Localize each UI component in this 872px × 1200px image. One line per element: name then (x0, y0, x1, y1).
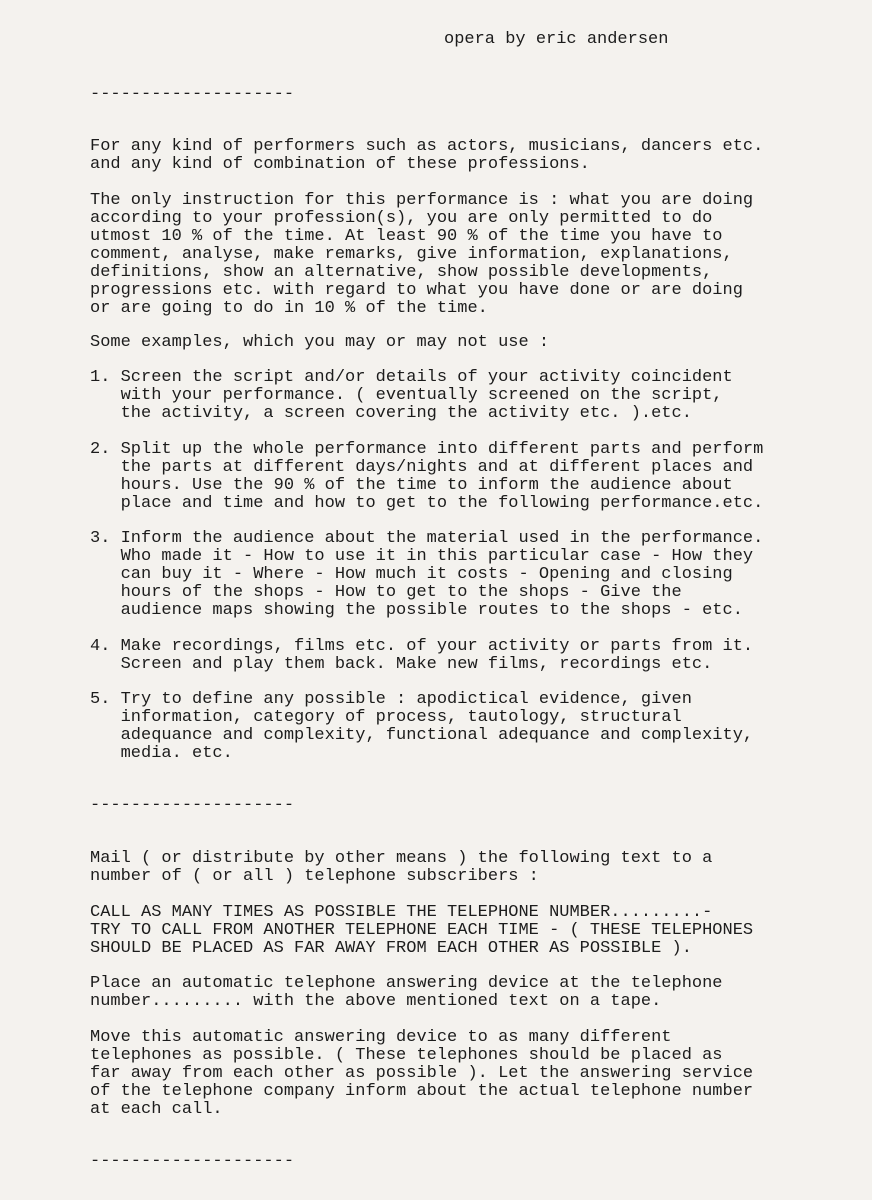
example-item-2-line: hours. Use the 90 % of the time to inform the audience about (90, 476, 733, 495)
example-item-3-line: audience maps showing the possible routes to the shops - etc. (90, 601, 743, 620)
move-line: telephones as possible. ( These telephones should be placed as (90, 1046, 723, 1065)
example-item-2-line: the parts at different days/nights and at different places and (90, 458, 754, 477)
header-title: opera by eric andersen (444, 30, 669, 49)
example-item-1-line: the activity, a screen covering the activity etc. ).etc. (90, 404, 692, 423)
place-line: Place an automatic telephone answering device at the telephone (90, 974, 723, 993)
example-item-1-line: 1. Screen the script and/or details of your activity coincident (90, 368, 733, 387)
example-item-3-line: hours of the shops - How to get to the shops - Give the (90, 583, 682, 602)
divider-top: -------------------- (90, 85, 295, 104)
intro-line: For any kind of performers such as actors, musicians, dancers etc. (90, 137, 764, 156)
mail-line: Mail ( or distribute by other means ) the following text to a (90, 849, 713, 868)
example-item-5-line: media. etc. (90, 744, 233, 763)
instruction-line: progressions etc. with regard to what you have done or are doing (90, 281, 743, 300)
example-item-1-line: with your performance. ( eventually screened on the script, (90, 386, 723, 405)
examples-intro: Some examples, which you may or may not use : (90, 333, 550, 352)
move-line: of the telephone company inform about the actual telephone number (90, 1082, 754, 1101)
intro-line: and any kind of combination of these professions. (90, 155, 590, 174)
example-item-2-line: 2. Split up the whole performance into different parts and perform (90, 440, 764, 459)
mail-line: number of ( or all ) telephone subscribers : (90, 867, 539, 886)
example-item-2-line: place and time and how to get to the following performance.etc. (90, 494, 764, 513)
instruction-line: or are going to do in 10 % of the time. (90, 299, 488, 318)
instruction-line: utmost 10 % of the time. At least 90 % of the time you have to (90, 227, 723, 246)
example-item-4-line: 4. Make recordings, films etc. of your activity or parts from it. (90, 637, 754, 656)
instruction-line: The only instruction for this performance is : what you are doing (90, 191, 754, 210)
call-line: CALL AS MANY TIMES AS POSSIBLE THE TELEPHONE NUMBER.........- (90, 903, 713, 922)
place-line: number......... with the above mentioned text on a tape. (90, 992, 662, 1011)
divider-bottom: -------------------- (90, 1152, 295, 1171)
instruction-line: definitions, show an alternative, show possible developments, (90, 263, 713, 282)
call-line: SHOULD BE PLACED AS FAR AWAY FROM EACH OTHER AS POSSIBLE ). (90, 939, 692, 958)
move-line: far away from each other as possible ). Let the answering service (90, 1064, 754, 1083)
example-item-5-line: 5. Try to define any possible : apodictical evidence, given (90, 690, 692, 709)
move-line: at each call. (90, 1100, 223, 1119)
move-line: Move this automatic answering device to as many different (90, 1028, 672, 1047)
example-item-5-line: adequance and complexity, functional adequance and complexity, (90, 726, 754, 745)
example-item-3-line: can buy it - Where - How much it costs - Opening and closing (90, 565, 733, 584)
example-item-3-line: 3. Inform the audience about the material used in the performance. (90, 529, 764, 548)
example-item-4-line: Screen and play them back. Make new films, recordings etc. (90, 655, 713, 674)
divider-middle: -------------------- (90, 796, 295, 815)
example-item-3-line: Who made it - How to use it in this particular case - How they (90, 547, 754, 566)
instruction-line: comment, analyse, make remarks, give information, explanations, (90, 245, 733, 264)
instruction-line: according to your profession(s), you are only permitted to do (90, 209, 713, 228)
example-item-5-line: information, category of process, tautology, structural (90, 708, 682, 727)
call-line: TRY TO CALL FROM ANOTHER TELEPHONE EACH TIME - ( THESE TELEPHONES (90, 921, 754, 940)
